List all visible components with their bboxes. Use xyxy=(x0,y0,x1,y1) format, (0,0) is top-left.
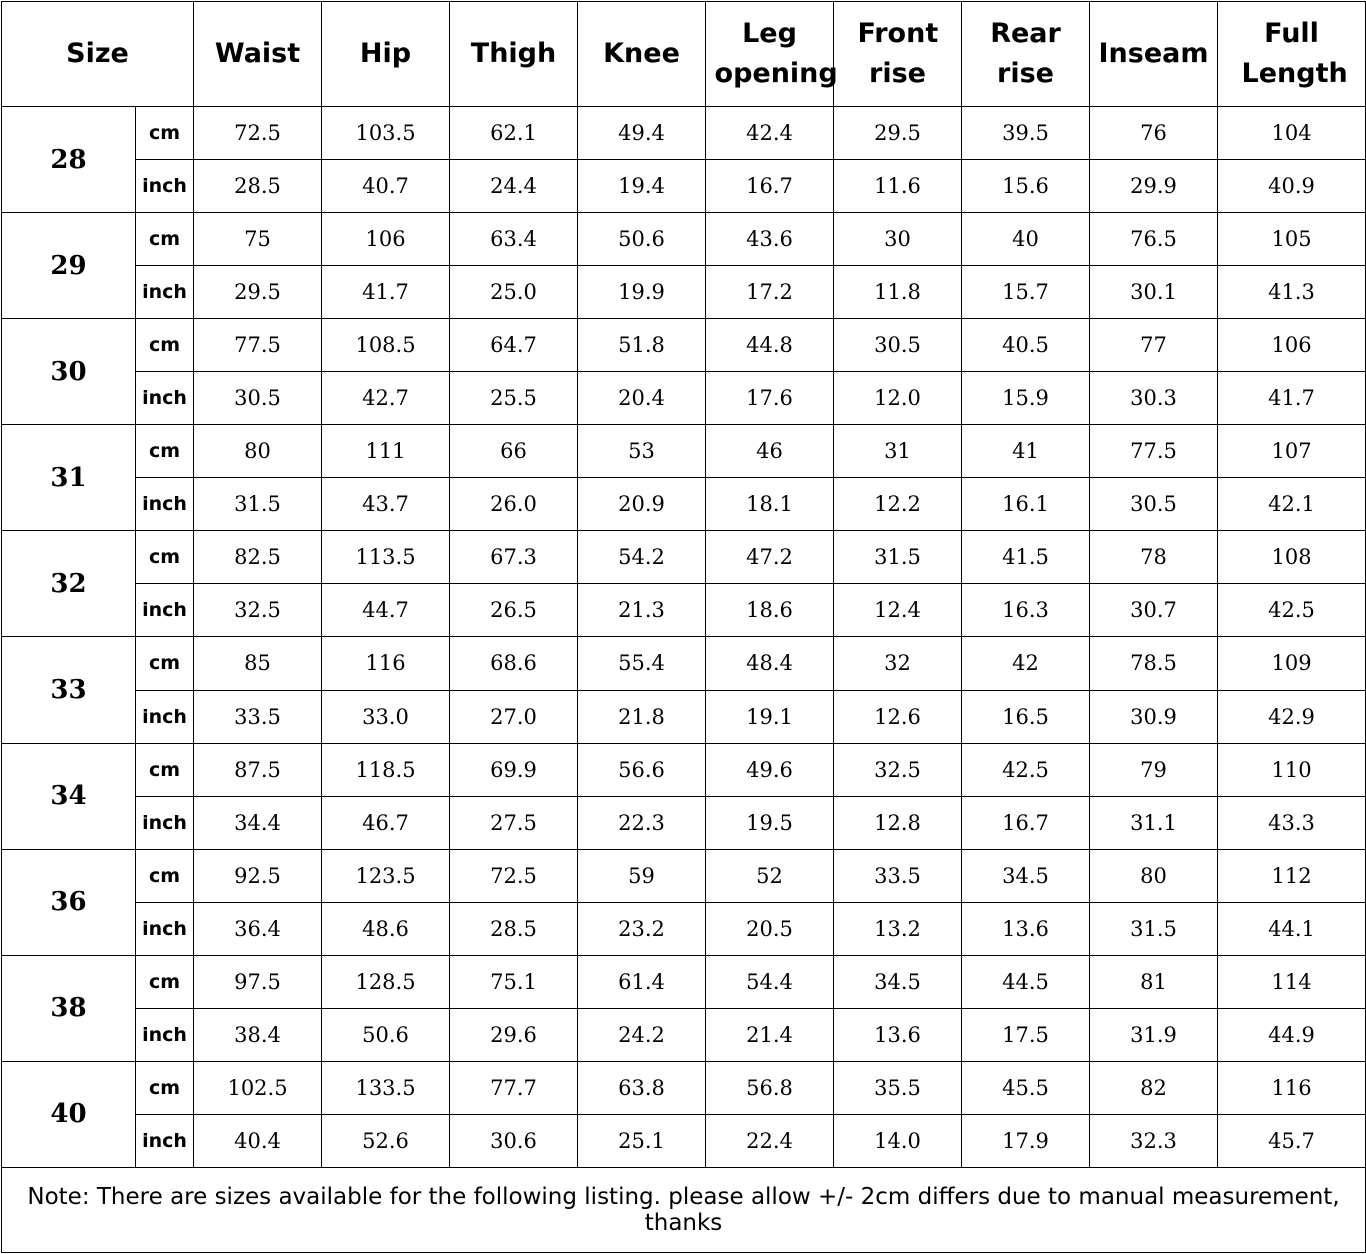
value-cell: 22.4 xyxy=(706,1114,834,1167)
table-row xyxy=(2,584,1366,637)
value-cell: 53 xyxy=(578,425,706,478)
value-cell: 42.5 xyxy=(962,743,1090,796)
header-front-rise: Front rise xyxy=(834,2,962,107)
value-cell: 56.6 xyxy=(578,743,706,796)
value-cell: 41.7 xyxy=(322,266,450,319)
value-cell: 54.4 xyxy=(706,955,834,1008)
value-cell: 79 xyxy=(1090,743,1218,796)
size-label: 38 xyxy=(2,955,136,1061)
unit-label-inch: inch xyxy=(136,1008,194,1061)
value-cell: 111 xyxy=(322,425,450,478)
value-cell: 23.2 xyxy=(578,902,706,955)
value-cell: 48.4 xyxy=(706,637,834,690)
value-cell: 31.1 xyxy=(1090,796,1218,849)
value-cell: 12.4 xyxy=(834,584,962,637)
header-full-length: Full Length xyxy=(1218,2,1366,107)
value-cell: 63.8 xyxy=(578,1061,706,1114)
value-cell: 22.3 xyxy=(578,796,706,849)
header-knee: Knee xyxy=(578,2,706,107)
value-cell: 61.4 xyxy=(578,955,706,1008)
size-label: 31 xyxy=(2,425,136,531)
table-row xyxy=(2,796,1366,849)
value-cell: 103.5 xyxy=(322,107,450,160)
value-cell: 17.6 xyxy=(706,372,834,425)
table-row xyxy=(2,1114,1366,1167)
unit-label-inch: inch xyxy=(136,902,194,955)
value-cell: 87.5 xyxy=(194,743,322,796)
value-cell: 107 xyxy=(1218,425,1366,478)
header-leg-opening: Leg opening xyxy=(706,2,834,107)
value-cell: 49.6 xyxy=(706,743,834,796)
value-cell: 11.8 xyxy=(834,266,962,319)
value-cell: 25.5 xyxy=(450,372,578,425)
value-cell: 66 xyxy=(450,425,578,478)
unit-label-cm: cm xyxy=(136,637,194,690)
table-row xyxy=(2,637,1366,690)
value-cell: 13.2 xyxy=(834,902,962,955)
value-cell: 50.6 xyxy=(578,213,706,266)
value-cell: 16.5 xyxy=(962,690,1090,743)
value-cell: 67.3 xyxy=(450,531,578,584)
value-cell: 106 xyxy=(322,213,450,266)
header-size: Size xyxy=(2,2,194,107)
unit-label-inch: inch xyxy=(136,1114,194,1167)
unit-label-cm: cm xyxy=(136,849,194,902)
value-cell: 30.3 xyxy=(1090,372,1218,425)
value-cell: 43.3 xyxy=(1218,796,1366,849)
unit-label-inch: inch xyxy=(136,372,194,425)
value-cell: 69.9 xyxy=(450,743,578,796)
value-cell: 63.4 xyxy=(450,213,578,266)
header-rear-rise: Rear rise xyxy=(962,2,1090,107)
table-row xyxy=(2,319,1366,372)
value-cell: 29.5 xyxy=(194,266,322,319)
size-label: 28 xyxy=(2,107,136,213)
value-cell: 68.6 xyxy=(450,637,578,690)
size-label: 30 xyxy=(2,319,136,425)
value-cell: 109 xyxy=(1218,637,1366,690)
unit-label-cm: cm xyxy=(136,955,194,1008)
value-cell: 27.5 xyxy=(450,796,578,849)
value-cell: 41.3 xyxy=(1218,266,1366,319)
value-cell: 110 xyxy=(1218,743,1366,796)
value-cell: 44.5 xyxy=(962,955,1090,1008)
value-cell: 54.2 xyxy=(578,531,706,584)
value-cell: 72.5 xyxy=(450,849,578,902)
value-cell: 76.5 xyxy=(1090,213,1218,266)
value-cell: 12.6 xyxy=(834,690,962,743)
value-cell: 18.1 xyxy=(706,478,834,531)
value-cell: 40 xyxy=(962,213,1090,266)
value-cell: 30.1 xyxy=(1090,266,1218,319)
value-cell: 32 xyxy=(834,637,962,690)
table-row xyxy=(2,425,1366,478)
size-label: 40 xyxy=(2,1061,136,1167)
value-cell: 46 xyxy=(706,425,834,478)
value-cell: 24.2 xyxy=(578,1008,706,1061)
value-cell: 42.1 xyxy=(1218,478,1366,531)
unit-label-inch: inch xyxy=(136,478,194,531)
value-cell: 92.5 xyxy=(194,849,322,902)
value-cell: 30.9 xyxy=(1090,690,1218,743)
table-row xyxy=(2,266,1366,319)
value-cell: 62.1 xyxy=(450,107,578,160)
table-row xyxy=(2,1008,1366,1061)
value-cell: 41.7 xyxy=(1218,372,1366,425)
value-cell: 30.5 xyxy=(1090,478,1218,531)
header-row xyxy=(2,2,1366,107)
value-cell: 33.5 xyxy=(194,690,322,743)
value-cell: 30 xyxy=(834,213,962,266)
unit-label-inch: inch xyxy=(136,690,194,743)
value-cell: 128.5 xyxy=(322,955,450,1008)
value-cell: 34.5 xyxy=(834,955,962,1008)
value-cell: 77 xyxy=(1090,319,1218,372)
value-cell: 21.4 xyxy=(706,1008,834,1061)
value-cell: 16.3 xyxy=(962,584,1090,637)
value-cell: 40.4 xyxy=(194,1114,322,1167)
value-cell: 16.7 xyxy=(706,160,834,213)
size-label: 29 xyxy=(2,213,136,319)
value-cell: 44.9 xyxy=(1218,1008,1366,1061)
value-cell: 40.7 xyxy=(322,160,450,213)
value-cell: 20.4 xyxy=(578,372,706,425)
value-cell: 75 xyxy=(194,213,322,266)
value-cell: 38.4 xyxy=(194,1008,322,1061)
value-cell: 82 xyxy=(1090,1061,1218,1114)
value-cell: 77.5 xyxy=(1090,425,1218,478)
value-cell: 20.5 xyxy=(706,902,834,955)
value-cell: 76 xyxy=(1090,107,1218,160)
value-cell: 19.5 xyxy=(706,796,834,849)
value-cell: 75.1 xyxy=(450,955,578,1008)
value-cell: 27.0 xyxy=(450,690,578,743)
value-cell: 85 xyxy=(194,637,322,690)
table-row xyxy=(2,690,1366,743)
value-cell: 25.0 xyxy=(450,266,578,319)
value-cell: 51.8 xyxy=(578,319,706,372)
value-cell: 41 xyxy=(962,425,1090,478)
unit-label-cm: cm xyxy=(136,319,194,372)
value-cell: 112 xyxy=(1218,849,1366,902)
value-cell: 15.7 xyxy=(962,266,1090,319)
value-cell: 48.6 xyxy=(322,902,450,955)
value-cell: 40.9 xyxy=(1218,160,1366,213)
value-cell: 11.6 xyxy=(834,160,962,213)
table-row xyxy=(2,955,1366,1008)
value-cell: 30.6 xyxy=(450,1114,578,1167)
value-cell: 106 xyxy=(1218,319,1366,372)
value-cell: 30.5 xyxy=(834,319,962,372)
value-cell: 44.7 xyxy=(322,584,450,637)
value-cell: 29.5 xyxy=(834,107,962,160)
value-cell: 15.6 xyxy=(962,160,1090,213)
value-cell: 108 xyxy=(1218,531,1366,584)
value-cell: 13.6 xyxy=(834,1008,962,1061)
value-cell: 43.6 xyxy=(706,213,834,266)
value-cell: 19.4 xyxy=(578,160,706,213)
unit-label-cm: cm xyxy=(136,531,194,584)
value-cell: 105 xyxy=(1218,213,1366,266)
table-row xyxy=(2,372,1366,425)
chart-body xyxy=(2,107,1366,1168)
table-row xyxy=(2,478,1366,531)
value-cell: 80 xyxy=(194,425,322,478)
table-row xyxy=(2,902,1366,955)
value-cell: 29.9 xyxy=(1090,160,1218,213)
value-cell: 12.2 xyxy=(834,478,962,531)
value-cell: 18.6 xyxy=(706,584,834,637)
value-cell: 33.0 xyxy=(322,690,450,743)
value-cell: 30.5 xyxy=(194,372,322,425)
value-cell: 59 xyxy=(578,849,706,902)
value-cell: 31.9 xyxy=(1090,1008,1218,1061)
value-cell: 34.4 xyxy=(194,796,322,849)
value-cell: 24.4 xyxy=(450,160,578,213)
value-cell: 30.7 xyxy=(1090,584,1218,637)
value-cell: 28.5 xyxy=(450,902,578,955)
value-cell: 72.5 xyxy=(194,107,322,160)
value-cell: 42.5 xyxy=(1218,584,1366,637)
value-cell: 116 xyxy=(1218,1061,1366,1114)
value-cell: 118.5 xyxy=(322,743,450,796)
value-cell: 40.5 xyxy=(962,319,1090,372)
value-cell: 45.5 xyxy=(962,1061,1090,1114)
size-label: 34 xyxy=(2,743,136,849)
value-cell: 20.9 xyxy=(578,478,706,531)
value-cell: 78.5 xyxy=(1090,637,1218,690)
value-cell: 26.5 xyxy=(450,584,578,637)
value-cell: 12.0 xyxy=(834,372,962,425)
size-label: 36 xyxy=(2,849,136,955)
value-cell: 13.6 xyxy=(962,902,1090,955)
header-hip: Hip xyxy=(322,2,450,107)
value-cell: 15.9 xyxy=(962,372,1090,425)
unit-label-cm: cm xyxy=(136,1061,194,1114)
table-row xyxy=(2,531,1366,584)
value-cell: 35.5 xyxy=(834,1061,962,1114)
value-cell: 42.9 xyxy=(1218,690,1366,743)
unit-label-cm: cm xyxy=(136,425,194,478)
value-cell: 43.7 xyxy=(322,478,450,531)
value-cell: 44.1 xyxy=(1218,902,1366,955)
unit-label-cm: cm xyxy=(136,213,194,266)
unit-label-inch: inch xyxy=(136,796,194,849)
value-cell: 114 xyxy=(1218,955,1366,1008)
size-label: 33 xyxy=(2,637,136,743)
value-cell: 77.7 xyxy=(450,1061,578,1114)
value-cell: 42.4 xyxy=(706,107,834,160)
value-cell: 104 xyxy=(1218,107,1366,160)
value-cell: 44.8 xyxy=(706,319,834,372)
value-cell: 97.5 xyxy=(194,955,322,1008)
table-row xyxy=(2,107,1366,160)
value-cell: 14.0 xyxy=(834,1114,962,1167)
value-cell: 32.5 xyxy=(834,743,962,796)
table-row xyxy=(2,1061,1366,1114)
value-cell: 32.3 xyxy=(1090,1114,1218,1167)
value-cell: 50.6 xyxy=(322,1008,450,1061)
value-cell: 42.7 xyxy=(322,372,450,425)
value-cell: 39.5 xyxy=(962,107,1090,160)
size-label: 32 xyxy=(2,531,136,637)
value-cell: 17.5 xyxy=(962,1008,1090,1061)
value-cell: 21.8 xyxy=(578,690,706,743)
value-cell: 64.7 xyxy=(450,319,578,372)
value-cell: 12.8 xyxy=(834,796,962,849)
value-cell: 108.5 xyxy=(322,319,450,372)
value-cell: 33.5 xyxy=(834,849,962,902)
value-cell: 55.4 xyxy=(578,637,706,690)
unit-label-inch: inch xyxy=(136,160,194,213)
note-row xyxy=(2,1168,1366,1253)
value-cell: 123.5 xyxy=(322,849,450,902)
table-row xyxy=(2,849,1366,902)
value-cell: 42 xyxy=(962,637,1090,690)
value-cell: 77.5 xyxy=(194,319,322,372)
value-cell: 17.9 xyxy=(962,1114,1090,1167)
note-text: Note: There are sizes available for the following listing. please allow +/- 2cm differs due to manual measurement, thanks xyxy=(2,1168,1366,1253)
size-chart-table xyxy=(1,1,1366,1253)
table-row xyxy=(2,160,1366,213)
value-cell: 82.5 xyxy=(194,531,322,584)
value-cell: 36.4 xyxy=(194,902,322,955)
value-cell: 102.5 xyxy=(194,1061,322,1114)
value-cell: 45.7 xyxy=(1218,1114,1366,1167)
value-cell: 46.7 xyxy=(322,796,450,849)
table-row xyxy=(2,213,1366,266)
header-waist: Waist xyxy=(194,2,322,107)
value-cell: 56.8 xyxy=(706,1061,834,1114)
value-cell: 80 xyxy=(1090,849,1218,902)
value-cell: 19.9 xyxy=(578,266,706,319)
value-cell: 78 xyxy=(1090,531,1218,584)
unit-label-inch: inch xyxy=(136,584,194,637)
value-cell: 31.5 xyxy=(834,531,962,584)
value-cell: 19.1 xyxy=(706,690,834,743)
header-thigh: Thigh xyxy=(450,2,578,107)
value-cell: 32.5 xyxy=(194,584,322,637)
unit-label-inch: inch xyxy=(136,266,194,319)
value-cell: 47.2 xyxy=(706,531,834,584)
unit-label-cm: cm xyxy=(136,107,194,160)
value-cell: 52 xyxy=(706,849,834,902)
value-cell: 16.1 xyxy=(962,478,1090,531)
value-cell: 16.7 xyxy=(962,796,1090,849)
value-cell: 116 xyxy=(322,637,450,690)
unit-label-cm: cm xyxy=(136,743,194,796)
value-cell: 31.5 xyxy=(194,478,322,531)
value-cell: 41.5 xyxy=(962,531,1090,584)
value-cell: 28.5 xyxy=(194,160,322,213)
value-cell: 25.1 xyxy=(578,1114,706,1167)
value-cell: 31 xyxy=(834,425,962,478)
value-cell: 26.0 xyxy=(450,478,578,531)
value-cell: 133.5 xyxy=(322,1061,450,1114)
value-cell: 31.5 xyxy=(1090,902,1218,955)
table-row xyxy=(2,743,1366,796)
value-cell: 81 xyxy=(1090,955,1218,1008)
value-cell: 52.6 xyxy=(322,1114,450,1167)
value-cell: 34.5 xyxy=(962,849,1090,902)
value-cell: 17.2 xyxy=(706,266,834,319)
value-cell: 21.3 xyxy=(578,584,706,637)
value-cell: 49.4 xyxy=(578,107,706,160)
value-cell: 113.5 xyxy=(322,531,450,584)
header-inseam: Inseam xyxy=(1090,2,1218,107)
value-cell: 29.6 xyxy=(450,1008,578,1061)
